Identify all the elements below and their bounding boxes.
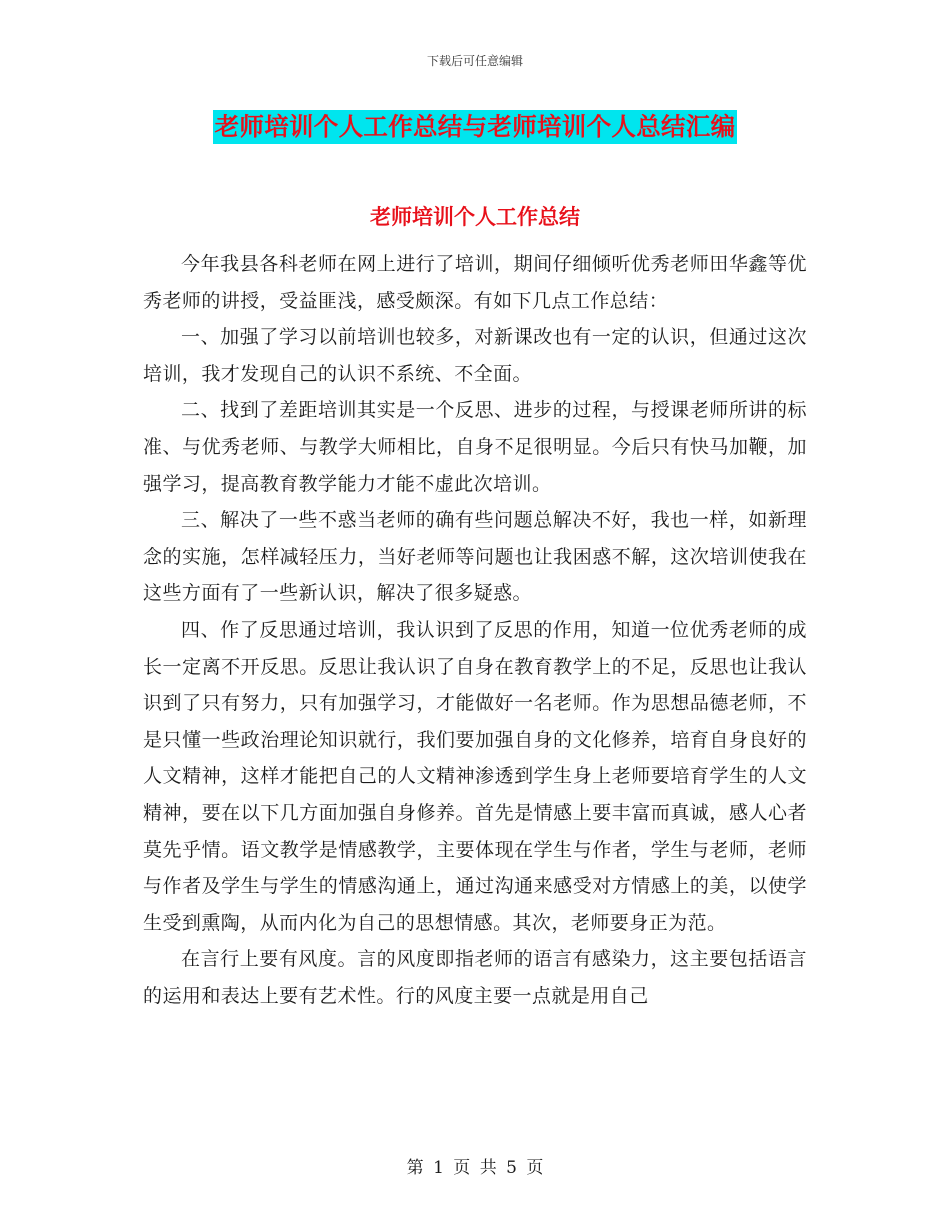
paragraph-point-1: 一、加强了学习以前培训也较多，对新课改也有一定的认识，但通过这次培训，我才发现自己的认识不系统、不全面。 <box>143 326 807 385</box>
page-header-note: 下载后可任意编辑 <box>426 54 523 68</box>
section-title: 老师培训个人工作总结 <box>370 204 580 229</box>
paragraph-point-4: 四、作了反思通过培训，我认识到了反思的作用，知道一位优秀老师的成长一定离不开反思。反思让我认识了自身在教育教学上的不足，反思也让我认识到了只有努力，只有加强学习，才能做好一名老师。作为思想品德老师，不是只懂一些政治理论知识就行，我们要加强自身的文化修养，培育自身良好的人文精神，这样才能把自己的人文精神渗透到学生身上老师要培育学生的人文精神，要在以下几方面加强自身修养。首先是情感上要丰富而真诚，感人心者莫先乎情。语文教学是情感教学，主要体现在学生与作者，学生与老师，老师与作者及学生与学生的情感沟通上，通过沟通来感受对方情感上的美，以使学生受到熏陶，从而内化为自己的思想情感。其次，老师要身正为范。 <box>143 618 807 934</box>
document-title-container <box>0 110 950 144</box>
paragraph-conduct: 在言行上要有风度。言的风度即指老师的语言有感染力，这主要包括语言的运用和表达上要有艺术性。行的风度主要一点就是用自己 <box>143 948 807 1007</box>
paragraph-point-3: 三、解决了一些不惑当老师的确有些问题总解决不好，我也一样，如新理念的实施，怎样减轻压力，当好老师等问题也让我困惑不解，这次培训使我在这些方面有了一些新认识，解决了很多疑惑。 <box>143 509 807 605</box>
paragraph-intro: 今年我县各科老师在网上进行了培训，期间仔细倾听优秀老师田华鑫等优秀老师的讲授，受益匪浅，感受颇深。有如下几点工作总结： <box>143 253 807 312</box>
document-body <box>143 246 807 1014</box>
paragraph-point-2: 二、找到了差距培训其实是一个反思、进步的过程，与授课老师所讲的标准、与优秀老师、与教学大师相比，自身不足很明显。今后只有快马加鞭，加强学习，提高教育教学能力才能不虚此次培训。 <box>143 399 807 495</box>
document-title: 老师培训个人工作总结与老师培训个人总结汇编 <box>213 110 738 144</box>
page-number-footer: 第 1 页 共 5 页 <box>406 1158 544 1178</box>
